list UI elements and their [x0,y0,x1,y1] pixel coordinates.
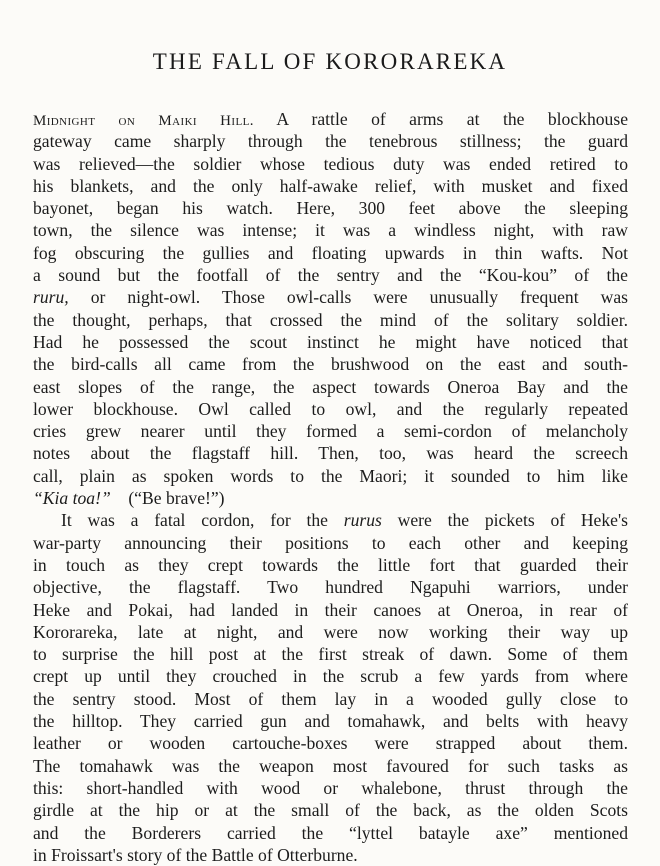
text-line: to surprise the hill post at the first streak of dawn. Some of them [33,644,628,665]
text-line: the sentry stood. Most of them lay in a wooded gully close to [33,688,628,709]
text-line: in Froissart's story of the Battle of Otterburne. [33,844,358,865]
text-line: the thought, perhaps, that crossed the mind of the solitary soldier. [33,309,628,330]
text-line: girdle at the hip or at the small of the back, as the olden Scots [33,800,628,821]
text-line: a sound but the footfall of the sentry and the “Kou-kou” of the [33,265,628,286]
text-line: notes about the flagstaff hill. Then, too, was heard the screech [33,443,628,464]
text-line: the hilltop. They carried gun and tomahawk, and belts with heavy [33,711,628,732]
text-line: the bird-calls all came from the brushwood on the east and south- [33,354,628,375]
text-line: in touch as they crept towards the little fort that guarded their [33,554,628,575]
text-line: gateway came sharply through the tenebrous stillness; the guard [33,131,628,152]
italic-phrase: “Kia toa!” [33,488,111,509]
paragraph-2 [33,509,628,866]
text-line: call, plain as spoken words to the Maori; it sounded to him like [33,465,628,486]
text-line: town, the silence was intense; it was a windless night, with raw [33,220,628,241]
text-line: and the Borderers carried the “lyttel batayle axe” mentioned [33,822,628,843]
text-line: Midnight on Maiki Hill. A rattle of arms at the blockhouse [33,109,629,129]
text-line: objective, the flagstaff. Two hundred Ngapuhi warriors, under [33,577,628,598]
italic-word: ruru, [33,287,69,308]
text-line: war-party announcing their positions to each other and keeping [33,532,628,553]
italic-word: rurus [343,510,382,531]
page-title: THE FALL OF KORORAREKA [152,49,508,74]
text-line: his blankets, and the only half-awake relief, with musket and fixed [33,175,628,196]
text-line: Heke and Pokai, had landed in their canoes at Oneroa, in rear of [33,599,628,620]
text-line: east slopes of the range, the aspect towards Oneroa Bay and the [33,376,628,397]
text-line: Kororareka, late at night, and were now working their way up [33,621,628,642]
text-line: “Kia toa!” (“Be brave!”) [33,488,225,509]
text-line: bayonet, began his watch. Here, 300 feet above the sleeping [33,198,628,219]
text-line: ruru, or night-owl. Those owl-calls were unusually frequent was [33,287,628,308]
text-line: this: short-handled with wood or whalebone, thrust through the [33,777,628,798]
lead-in-smallcaps: Midnight on Maiki Hill. [33,113,254,129]
text-line: was relieved—the soldier whose tedious duty was ended retired to [33,153,628,174]
text-line: The tomahawk was the weapon most favoured for such tasks as [33,755,628,776]
text-line: Had he possessed the scout instinct he might have noticed that [33,331,628,352]
text-line: crept up until they crouched in the scrub a few yards from where [33,666,628,687]
text-line: leather or wooden cartouche-boxes were strapped about them. [33,733,628,754]
text-line: It was a fatal cordon, for the rurus were the pickets of Heke's [61,510,628,531]
text-line: lower blockhouse. Owl called to owl, and the regularly repeated [33,398,628,419]
paragraph-1 [33,108,628,509]
text-line: cries grew nearer until they formed a semi-cordon of melancholy [33,421,628,442]
text-line: fog obscuring the gullies and floating upwards in thin wafts. Not [33,242,628,263]
body-text [33,108,628,866]
